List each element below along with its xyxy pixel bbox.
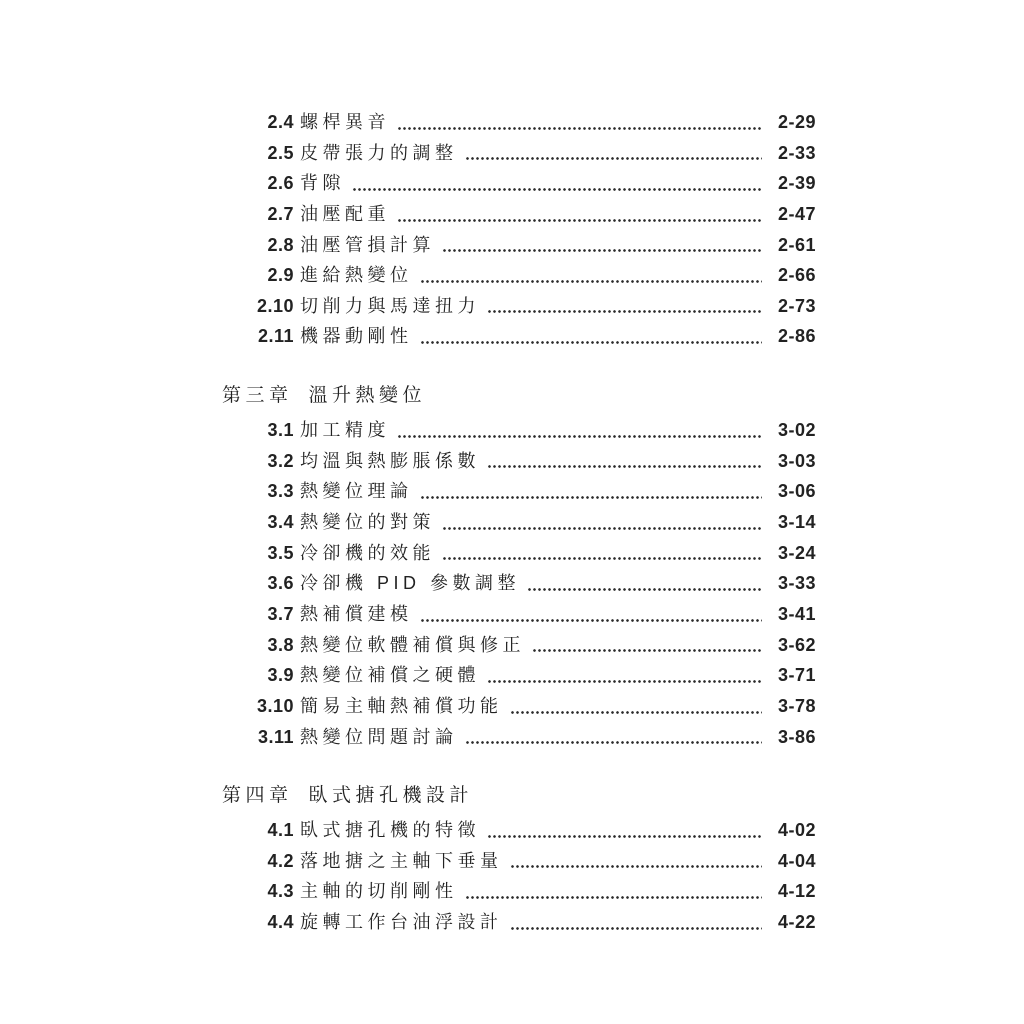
dot-leader — [466, 896, 763, 899]
entry-title: 旋轉工作台油浮設計 — [300, 912, 503, 933]
entry-number: 2.7 — [267, 203, 294, 224]
toc-entry — [222, 415, 816, 446]
entry-number: 2.5 — [267, 142, 294, 163]
dot-leader — [466, 741, 763, 744]
entry-page: 2-47 — [777, 203, 816, 224]
entry-page: 3-33 — [777, 573, 816, 594]
entry-title: 熱變位的對策 — [300, 512, 435, 533]
toc-entry — [222, 630, 816, 661]
entry-page: 2-86 — [777, 326, 816, 347]
entry-page: 2-61 — [777, 234, 816, 255]
entry-number: 2.4 — [267, 112, 294, 132]
toc-entry — [222, 260, 816, 291]
toc-entry — [222, 107, 816, 138]
toc-entry — [222, 138, 816, 169]
entry-number: 3.8 — [267, 634, 294, 655]
dot-leader — [488, 310, 762, 313]
entry-number: 3.7 — [267, 603, 294, 624]
entry-title: 螺桿異音 — [300, 112, 390, 132]
entry-number: 4.1 — [267, 820, 294, 841]
entry-title: 油壓管損計算 — [300, 234, 435, 255]
entry-page: 3-62 — [777, 634, 816, 655]
dot-leader — [488, 465, 762, 468]
entry-title: 加工精度 — [300, 420, 390, 441]
entry-number: 3.5 — [267, 542, 294, 563]
entry-number: 3.1 — [267, 420, 294, 441]
chapter-number: 第三章 — [222, 385, 293, 407]
toc-section — [222, 380, 816, 752]
toc-entry — [222, 691, 816, 722]
dot-leader — [488, 835, 762, 838]
entry-number: 3.11 — [257, 726, 294, 747]
dot-leader — [421, 280, 763, 283]
toc-entry — [222, 507, 816, 538]
dot-leader — [488, 680, 762, 683]
entry-number: 3.9 — [267, 665, 294, 686]
dot-leader — [421, 341, 763, 344]
entry-page: 3-24 — [777, 542, 816, 563]
entry-page: 3-02 — [777, 420, 816, 441]
entry-number: 3.4 — [267, 512, 294, 533]
entry-page: 3-86 — [777, 726, 816, 747]
entry-page: 2-29 — [777, 112, 816, 132]
entry-title: 冷卻機的效能 — [300, 542, 435, 563]
dot-leader — [421, 619, 763, 622]
toc-entry — [222, 168, 816, 199]
toc-entry — [222, 199, 816, 230]
entry-number: 2.11 — [257, 326, 294, 347]
chapter-heading — [222, 380, 816, 411]
dot-leader — [466, 157, 763, 160]
entry-number: 3.10 — [256, 695, 294, 716]
dot-leader — [443, 557, 762, 560]
dot-leader — [511, 711, 763, 714]
dot-leader — [528, 588, 762, 591]
entry-title: 熱變位軟體補償與修正 — [300, 634, 525, 655]
chapter-title: 溫升熱變位 — [308, 385, 427, 407]
entry-title: 背隙 — [300, 173, 345, 194]
entry-page: 2-66 — [777, 265, 816, 286]
entry-title: 主軸的切削剛性 — [300, 881, 458, 902]
toc-entry — [222, 568, 816, 599]
dot-leader — [353, 188, 762, 191]
toc-entry — [222, 815, 816, 846]
entry-page: 3-06 — [777, 481, 816, 502]
dot-leader — [443, 249, 762, 252]
toc — [222, 107, 816, 938]
dot-leader — [533, 649, 762, 652]
entry-page: 2-73 — [777, 295, 816, 316]
entry-title: 進給熱變位 — [300, 265, 413, 286]
toc-section — [222, 780, 816, 938]
entry-page: 3-41 — [777, 603, 816, 624]
entry-number: 2.6 — [267, 173, 294, 194]
entry-title: 熱變位補償之硬體 — [300, 665, 480, 686]
entry-page: 4-22 — [777, 912, 816, 933]
entry-number: 4.2 — [267, 850, 294, 871]
toc-entry — [222, 599, 816, 630]
entry-page: 4-12 — [777, 881, 816, 902]
entry-number: 4.4 — [267, 912, 294, 933]
toc-entry — [222, 321, 816, 352]
entry-title: 熱補償建模 — [300, 603, 413, 624]
entry-title: 熱變位理論 — [300, 481, 413, 502]
dot-leader — [443, 527, 762, 530]
toc-section — [222, 107, 816, 352]
toc-entry — [222, 722, 816, 753]
chapter-heading — [222, 780, 816, 811]
entry-page: 3-03 — [777, 450, 816, 471]
entry-page: 3-71 — [777, 665, 816, 686]
dot-leader — [511, 927, 763, 930]
entry-title: 皮帶張力的調整 — [300, 142, 458, 163]
entry-title: 簡易主軸熱補償功能 — [300, 695, 503, 716]
entry-title: 油壓配重 — [300, 203, 390, 224]
entry-page: 3-14 — [777, 512, 816, 533]
toc-entry — [222, 446, 816, 477]
dot-leader — [398, 219, 762, 222]
toc-entry — [222, 538, 816, 569]
entry-title: 熱變位問題討論 — [300, 726, 458, 747]
entry-number: 3.2 — [267, 450, 294, 471]
entry-title: 均溫與熱膨脹係數 — [300, 450, 480, 471]
entry-page: 2-33 — [777, 142, 816, 163]
entry-number: 2.8 — [267, 234, 294, 255]
entry-number: 2.9 — [267, 265, 294, 286]
chapter-number: 第四章 — [222, 785, 293, 807]
entry-page: 3-78 — [777, 695, 816, 716]
entry-number: 2.10 — [256, 295, 294, 316]
entry-title: 冷卻機 PID 參數調整 — [300, 573, 521, 594]
entry-title: 機器動剛性 — [300, 326, 413, 347]
toc-entry — [222, 230, 816, 261]
dot-leader — [511, 865, 763, 868]
entry-title: 切削力與馬達扭力 — [300, 295, 480, 316]
entry-number: 3.3 — [267, 481, 294, 502]
dot-leader — [398, 435, 762, 438]
entry-title: 落地搪之主軸下垂量 — [300, 850, 503, 871]
entry-number: 3.6 — [267, 573, 294, 594]
toc-entry — [222, 476, 816, 507]
entry-title: 臥式搪孔機的特徵 — [300, 820, 480, 841]
entry-page: 2-39 — [777, 173, 816, 194]
dot-leader — [421, 496, 763, 499]
entry-page: 4-04 — [777, 850, 816, 871]
toc-entry — [222, 876, 816, 907]
toc-entry — [222, 846, 816, 877]
toc-entry — [222, 907, 816, 938]
toc-entry — [222, 660, 816, 691]
chapter-title: 臥式搪孔機設計 — [308, 785, 474, 807]
toc-entry — [222, 291, 816, 322]
dot-leader — [398, 127, 762, 130]
entry-page: 4-02 — [777, 820, 816, 841]
entry-number: 4.3 — [267, 881, 294, 902]
